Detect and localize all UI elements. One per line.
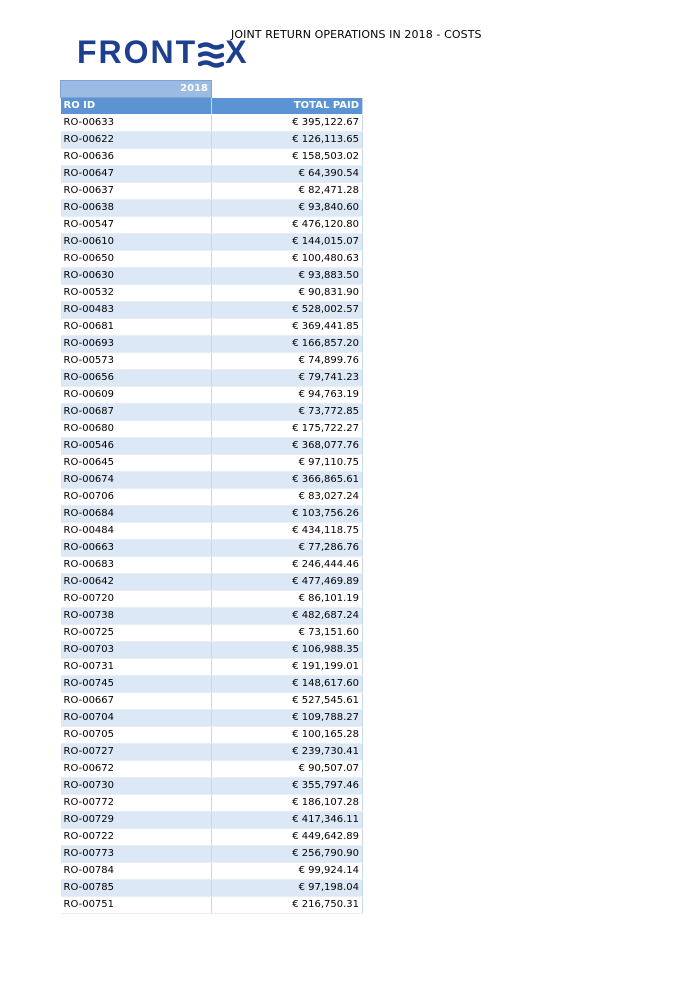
ro-id-cell: RO-00727 [61, 744, 212, 761]
total-paid-cell: € 79,741.23 [212, 370, 363, 387]
table-row [61, 268, 363, 285]
total-paid-cell: € 74,899.76 [212, 353, 363, 370]
table-row [61, 608, 363, 625]
ro-id-cell: RO-00784 [61, 863, 212, 880]
ro-id-cell: RO-00703 [61, 642, 212, 659]
year-header-row [61, 81, 363, 98]
table-row [61, 404, 363, 421]
ro-id-cell: RO-00680 [61, 421, 212, 438]
ro-id-cell: RO-00609 [61, 387, 212, 404]
table-row [61, 574, 363, 591]
table-row [61, 217, 363, 234]
total-paid-cell: € 148,617.60 [212, 676, 363, 693]
table-row [61, 370, 363, 387]
ro-id-cell: RO-00693 [61, 336, 212, 353]
table-row [61, 846, 363, 863]
total-paid-cell: € 476,120.80 [212, 217, 363, 234]
total-paid-cell: € 216,750.31 [212, 897, 363, 914]
table-row [61, 438, 363, 455]
ro-id-cell: RO-00672 [61, 761, 212, 778]
total-paid-cell: € 103,756.26 [212, 506, 363, 523]
ro-id-cell: RO-00610 [61, 234, 212, 251]
total-paid-cell: € 144,015.07 [212, 234, 363, 251]
table-row [61, 659, 363, 676]
ro-id-cell: RO-00547 [61, 217, 212, 234]
total-paid-cell: € 73,151.60 [212, 625, 363, 642]
total-paid-cell: € 73,772.85 [212, 404, 363, 421]
table-row [61, 829, 363, 846]
total-paid-cell: € 191,199.01 [212, 659, 363, 676]
ro-id-cell: RO-00642 [61, 574, 212, 591]
ro-id-cell: RO-00546 [61, 438, 212, 455]
total-paid-cell: € 83,027.24 [212, 489, 363, 506]
table-row [61, 455, 363, 472]
ro-id-cell: RO-00683 [61, 557, 212, 574]
table-row [61, 693, 363, 710]
table-row [61, 302, 363, 319]
ro-id-cell: RO-00638 [61, 200, 212, 217]
total-paid-cell: € 186,107.28 [212, 795, 363, 812]
total-paid-cell: € 368,077.76 [212, 438, 363, 455]
table-row [61, 744, 363, 761]
frontex-logo: FRONT X [77, 34, 249, 70]
total-paid-cell: € 366,865.61 [212, 472, 363, 489]
total-paid-cell: € 449,642.89 [212, 829, 363, 846]
table-row [61, 285, 363, 302]
table-row [61, 183, 363, 200]
total-paid-cell: € 527,545.61 [212, 693, 363, 710]
total-paid-cell: € 97,110.75 [212, 455, 363, 472]
ro-id-cell: RO-00622 [61, 132, 212, 149]
column-header-row [61, 98, 363, 115]
table-row [61, 115, 363, 132]
table-row [61, 795, 363, 812]
table-row [61, 149, 363, 166]
document-title: JOINT RETURN OPERATIONS IN 2018 - COSTS [231, 28, 482, 41]
total-paid-cell: € 528,002.57 [212, 302, 363, 319]
total-paid-cell: € 94,763.19 [212, 387, 363, 404]
table-row [61, 506, 363, 523]
year-header: 2018 [61, 81, 212, 98]
table-row [61, 710, 363, 727]
ro-id-cell: RO-00656 [61, 370, 212, 387]
total-paid-cell: € 158,503.02 [212, 149, 363, 166]
ro-id-cell: RO-00645 [61, 455, 212, 472]
costs-table [60, 80, 363, 914]
total-paid-cell: € 82,471.28 [212, 183, 363, 200]
table-row [61, 200, 363, 217]
table-row [61, 557, 363, 574]
table-row [61, 880, 363, 897]
total-paid-cell: € 77,286.76 [212, 540, 363, 557]
total-paid-cell: € 239,730.41 [212, 744, 363, 761]
total-paid-cell: € 90,507.07 [212, 761, 363, 778]
table-row [61, 166, 363, 183]
table-row [61, 540, 363, 557]
total-paid-cell: € 86,101.19 [212, 591, 363, 608]
table-row [61, 489, 363, 506]
total-paid-cell: € 64,390.54 [212, 166, 363, 183]
total-paid-cell: € 100,480.63 [212, 251, 363, 268]
total-paid-cell: € 93,883.50 [212, 268, 363, 285]
table-row [61, 421, 363, 438]
total-paid-cell: € 369,441.85 [212, 319, 363, 336]
table-row [61, 761, 363, 778]
table-row [61, 319, 363, 336]
table-row [61, 863, 363, 880]
ro-id-cell: RO-00674 [61, 472, 212, 489]
ro-id-cell: RO-00633 [61, 115, 212, 132]
total-paid-cell: € 417,346.11 [212, 812, 363, 829]
table-row [61, 625, 363, 642]
table-row [61, 812, 363, 829]
column-header-total-paid: TOTAL PAID [212, 98, 363, 115]
table-row [61, 591, 363, 608]
ro-id-cell: RO-00483 [61, 302, 212, 319]
ro-id-cell: RO-00681 [61, 319, 212, 336]
ro-id-cell: RO-00731 [61, 659, 212, 676]
table-row [61, 353, 363, 370]
ro-id-cell: RO-00772 [61, 795, 212, 812]
ro-id-cell: RO-00484 [61, 523, 212, 540]
ro-id-cell: RO-00704 [61, 710, 212, 727]
table-row [61, 387, 363, 404]
table-row [61, 336, 363, 353]
total-paid-cell: € 477,469.89 [212, 574, 363, 591]
ro-id-cell: RO-00532 [61, 285, 212, 302]
table-row [61, 897, 363, 914]
table-row [61, 642, 363, 659]
total-paid-cell: € 109,788.27 [212, 710, 363, 727]
ro-id-cell: RO-00751 [61, 897, 212, 914]
ro-id-cell: RO-00667 [61, 693, 212, 710]
table-row [61, 251, 363, 268]
ro-id-cell: RO-00637 [61, 183, 212, 200]
total-paid-cell: € 126,113.65 [212, 132, 363, 149]
ro-id-cell: RO-00663 [61, 540, 212, 557]
ro-id-cell: RO-00738 [61, 608, 212, 625]
ro-id-cell: RO-00773 [61, 846, 212, 863]
total-paid-cell: € 97,198.04 [212, 880, 363, 897]
ro-id-cell: RO-00725 [61, 625, 212, 642]
ro-id-cell: RO-00720 [61, 591, 212, 608]
total-paid-cell: € 256,790.90 [212, 846, 363, 863]
total-paid-cell: € 395,122.67 [212, 115, 363, 132]
ro-id-cell: RO-00730 [61, 778, 212, 795]
table-row [61, 523, 363, 540]
table-row [61, 727, 363, 744]
table-row [61, 234, 363, 251]
ro-id-cell: RO-00630 [61, 268, 212, 285]
ro-id-cell: RO-00684 [61, 506, 212, 523]
total-paid-cell: € 434,118.75 [212, 523, 363, 540]
ro-id-cell: RO-00745 [61, 676, 212, 693]
total-paid-cell: € 93,840.60 [212, 200, 363, 217]
ro-id-cell: RO-00729 [61, 812, 212, 829]
total-paid-cell: € 166,857.20 [212, 336, 363, 353]
logo-wave-e-icon [198, 42, 224, 68]
column-header-ro-id: RO ID [61, 98, 212, 115]
ro-id-cell: RO-00785 [61, 880, 212, 897]
ro-id-cell: RO-00650 [61, 251, 212, 268]
ro-id-cell: RO-00647 [61, 166, 212, 183]
total-paid-cell: € 482,687.24 [212, 608, 363, 625]
ro-id-cell: RO-00705 [61, 727, 212, 744]
ro-id-cell: RO-00722 [61, 829, 212, 846]
table-row [61, 472, 363, 489]
total-paid-cell: € 90,831.90 [212, 285, 363, 302]
total-paid-cell: € 175,722.27 [212, 421, 363, 438]
ro-id-cell: RO-00636 [61, 149, 212, 166]
ro-id-cell: RO-00573 [61, 353, 212, 370]
total-paid-cell: € 106,988.35 [212, 642, 363, 659]
total-paid-cell: € 246,444.46 [212, 557, 363, 574]
table-row [61, 132, 363, 149]
total-paid-cell: € 100,165.28 [212, 727, 363, 744]
table-row [61, 778, 363, 795]
total-paid-cell: € 99,924.14 [212, 863, 363, 880]
ro-id-cell: RO-00706 [61, 489, 212, 506]
table-row [61, 676, 363, 693]
ro-id-cell: RO-00687 [61, 404, 212, 421]
total-paid-cell: € 355,797.46 [212, 778, 363, 795]
